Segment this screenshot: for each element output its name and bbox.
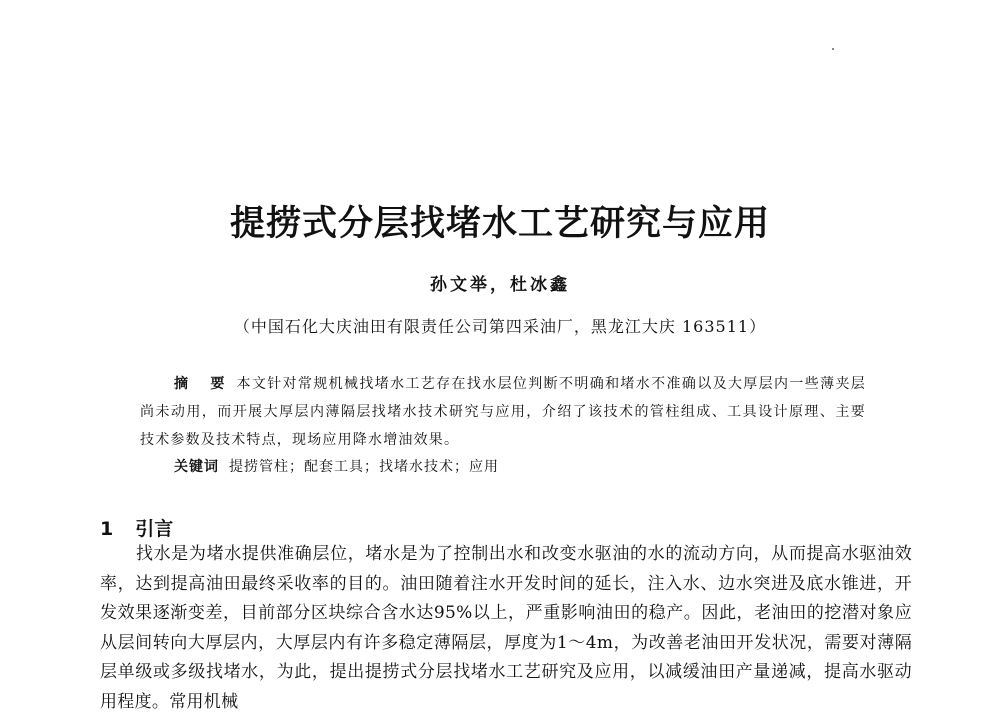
- author-list: 孙文举，杜冰鑫: [430, 275, 570, 295]
- section-heading: [100, 514, 173, 541]
- body-paragraph: 找水是为堵水提供准确层位，堵水是为了控制出水和改变水驱油的水的流动方向，从而提高水驱油效率，达到提高油田最终采收率的目的。油田随着注水开发时间的延长，注入水、边水突进及底水锥进，开发效果逐渐变差，目前部分区块综合含水达95%以上，严重影响油田的稳产。因此，老油田的挖潜对象应从层间转向大厚层内，大厚层内有许多稳定薄隔层，厚度为1～4m，为改善老油田开发状况，需要对薄隔层单级或多级找堵水，为此，提出提捞式分层找堵水工艺研究及应用，以减缓油田产量递减，提高水驱动用程度。常用机械: [100, 544, 912, 712]
- body-text: [100, 540, 912, 717]
- keywords-line: [174, 456, 499, 476]
- scan-speck: [832, 48, 834, 50]
- paper-title: 提捞式分层找堵水工艺研究与应用: [229, 204, 770, 244]
- author-affiliation: （中国石化大庆油田有限责任公司第四采油厂，黑龙江大庆 163511）: [233, 317, 767, 336]
- abstract-paragraph: [140, 370, 866, 454]
- keywords-label: 关键词: [174, 459, 219, 475]
- section-number: 1: [100, 518, 114, 540]
- section-title: 引言: [135, 518, 174, 540]
- keywords-text: 提捞管柱；配套工具；找堵水技术；应用: [229, 459, 499, 475]
- abstract-label: 摘 要: [174, 376, 229, 392]
- abstract-block: [140, 370, 866, 454]
- abstract-text: 本文针对常规机械找堵水工艺存在找水层位判断不明确和堵水不准确以及大厚层内一些薄夹层尚未动用，而开展大厚层内薄隔层找堵水技术研究与应用，介绍了该技术的管柱组成、工具设计原理、主要技术参数及技术特点，现场应用降水增油效果。: [140, 376, 867, 448]
